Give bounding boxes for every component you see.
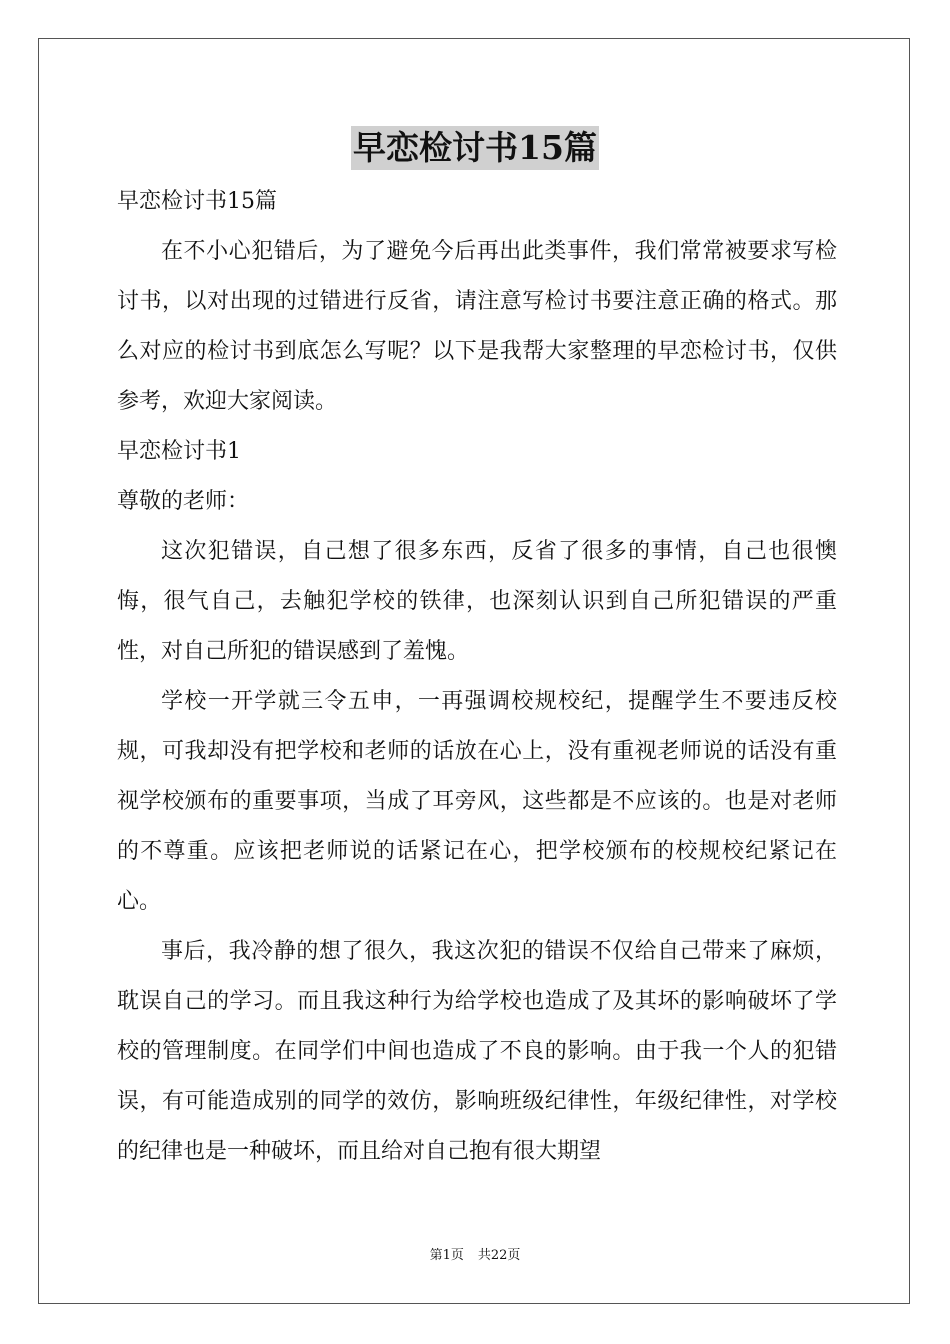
page-number: 第1页 (429, 1248, 464, 1263)
page-footer (0, 1246, 950, 1266)
document-title: 早恋检讨书15篇 (351, 126, 599, 170)
paragraph: 学校一开学就三令五申，一再强调校规校纪，提醒学生不要违反校规，可我却没有把学校和老师的话放在心上，没有重视老师说的话没有重视学校颁布的重要事项，当成了耳旁风，这些都是不应该的。也是对老师的不尊重。应该把老师说的话紧记在心，把学校颁布的校规校纪紧记在心。 (117, 689, 837, 914)
page-total: 共22页 (477, 1248, 521, 1263)
paragraph: 事后，我冷静的想了很久，我这次犯的错误不仅给自己带来了麻烦，耽误自己的学习。而且我这种行为给学校也造成了及其坏的影响破坏了学校的管理制度。在同学们中间也造成了不良的影响。由于我一个人的犯错误，有可能造成别的同学的效仿，影响班级纪律性，年级纪律性，对学校的纪律也是一种破坏，而且给对自己抱有很大期望 (117, 939, 837, 1164)
paragraph: 在不小心犯错后，为了避免今后再出此类事件，我们常常被要求写检讨书，以对出现的过错进行反省，请注意写检讨书要注意正确的格式。那么对应的检讨书到底怎么写呢？以下是我帮大家整理的早恋检讨书，仅供参考，欢迎大家阅读。 (117, 239, 837, 414)
paragraph: 早恋检讨书1 (117, 439, 241, 464)
paragraph: 尊敬的老师： (117, 489, 250, 514)
paragraph: 这次犯错误，自己想了很多东西，反省了很多的事情，自己也很懊悔，很气自己，去触犯学校的铁律，也深刻认识到自己所犯错误的严重性，对自己所犯的错误感到了羞愧。 (117, 539, 837, 664)
document-body (117, 177, 837, 1177)
title-container (0, 126, 950, 170)
paragraph: 早恋检讨书15篇 (117, 189, 277, 214)
